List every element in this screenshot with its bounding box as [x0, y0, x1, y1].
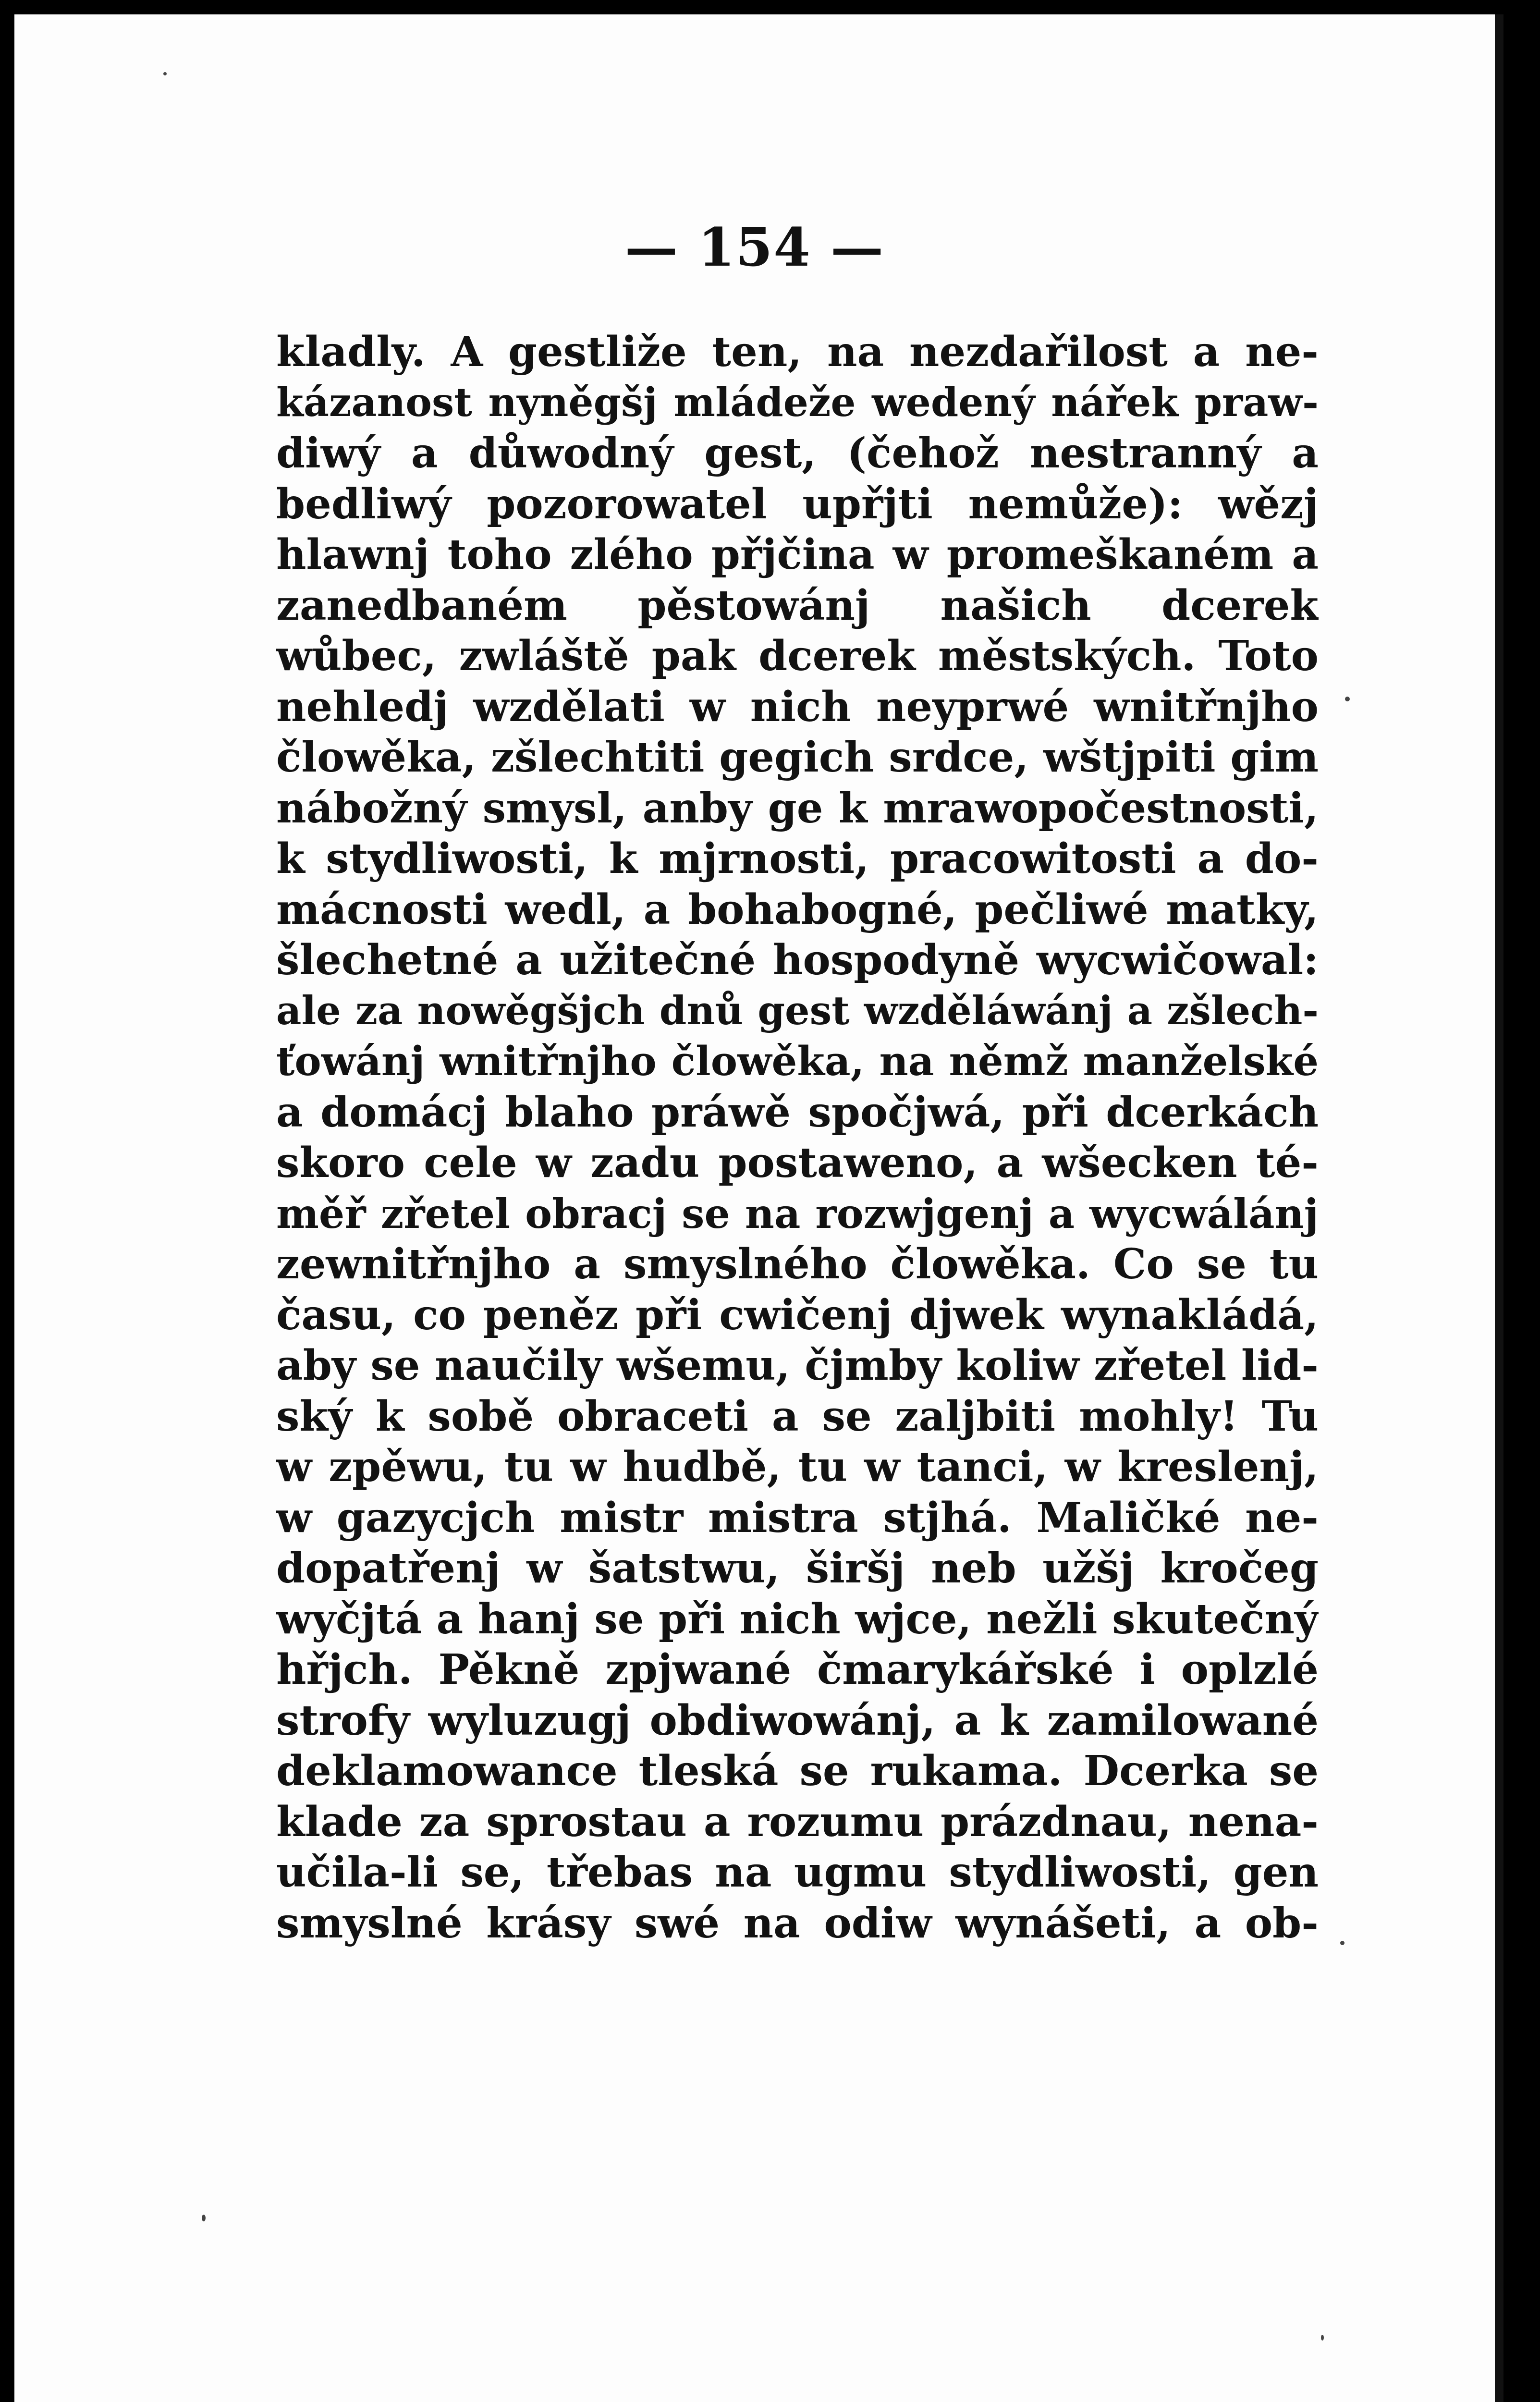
text-line: hřjch. Pěkně zpjwané čmarykářské i oplzlé	[276, 1645, 1319, 1694]
text-line: nehledj wzdělati w nich neyprwé wnitřnjho	[276, 682, 1319, 731]
paper-speck	[1340, 1941, 1344, 1945]
text-line: wůbec, zwláště pak dcerek městských. Toto	[276, 632, 1319, 680]
text-line: mácnosti wedl, a bohabogné, pečliwé matky,	[276, 885, 1319, 934]
text-line: zanedbaném pěstowánj našich dcerek	[276, 581, 1319, 630]
text-line: kázanost nyněgšj mládeže wedený nářek praw-	[276, 379, 1319, 426]
paper-speck	[163, 72, 167, 75]
text-line: hlawnj toho zlého přjčina w promeškaném a	[276, 530, 1319, 579]
text-line: bedliwý pozorowatel upřjti nemůže): wězj	[276, 479, 1319, 528]
text-line: ale za nowěgšjch dnů gest wzděláwánj a zšlech-	[276, 988, 1319, 1034]
text-line: strofy wyluzugj obdiwowánj, a k zamilowané	[276, 1696, 1319, 1745]
text-line: w gazycjch mistr mistra stjhá. Maličké ne-	[276, 1493, 1319, 1542]
text-line: diwý a důwodný gest, (čehož nestranný a	[276, 429, 1319, 478]
text-line: dopatřenj w šatstwu, širšj neb užšj kročeg	[276, 1544, 1319, 1593]
text-line: klade za sprostau a rozumu prázdnau, nena-	[276, 1797, 1319, 1846]
text-line: nábožný smysl, anby ge k mrawopočestnosti,	[276, 784, 1319, 833]
paper-speck	[1345, 697, 1350, 701]
text-line: skoro cele w zadu postaweno, a wšecken té-	[276, 1139, 1319, 1187]
paper-speck	[202, 2215, 206, 2221]
text-line: kladly. A gestliže ten, na nezdařilost a ne-	[276, 328, 1319, 376]
text-line: smyslné krásy swé na odiw wynášeti, a ob-	[276, 1899, 1319, 1948]
text-line: ský k sobě obraceti a se zaljbiti mohly! Tu	[276, 1392, 1319, 1441]
text-line: a domácj blaho práwě spočjwá, při dcerkách	[276, 1088, 1319, 1137]
paper-speck	[1321, 2335, 1324, 2341]
book-page	[14, 14, 1503, 2402]
text-line: zewnitřnjho a smyslného člowěka. Co se tu	[276, 1240, 1319, 1288]
text-line: měř zřetel obracj se na rozwjgenj a wycwálánj	[276, 1189, 1319, 1238]
text-line: aby se naučily wšemu, čjmby koliw zřetel lid-	[276, 1341, 1319, 1390]
text-line: k stydliwosti, k mjrnosti, pracowitosti a do-	[276, 834, 1319, 883]
text-line: wyčjtá a hanj se při nich wjce, nežli skutečný	[276, 1594, 1319, 1643]
body-text	[276, 327, 1319, 1949]
text-line: času, co peněz při cwičenj djwek wynakládá,	[276, 1290, 1319, 1339]
text-line: učila-li se, třebas na ugmu stydliwosti, gen	[276, 1848, 1319, 1897]
text-line: šlechetné a užitečné hospodyně wycwičowal:	[276, 936, 1319, 984]
page-number: — 154 —	[624, 216, 885, 278]
text-line: člowěka, zšlechtiti gegich srdce, wštjpiti gim	[276, 733, 1319, 782]
text-line: deklamowance tleská se rukama. Dcerka se	[276, 1747, 1319, 1795]
text-line: w zpěwu, tu w hudbě, tu w tanci, w kreslenj,	[276, 1443, 1319, 1491]
text-line: ťowánj wnitřnjho člowěka, na němž manželské	[276, 1038, 1319, 1085]
